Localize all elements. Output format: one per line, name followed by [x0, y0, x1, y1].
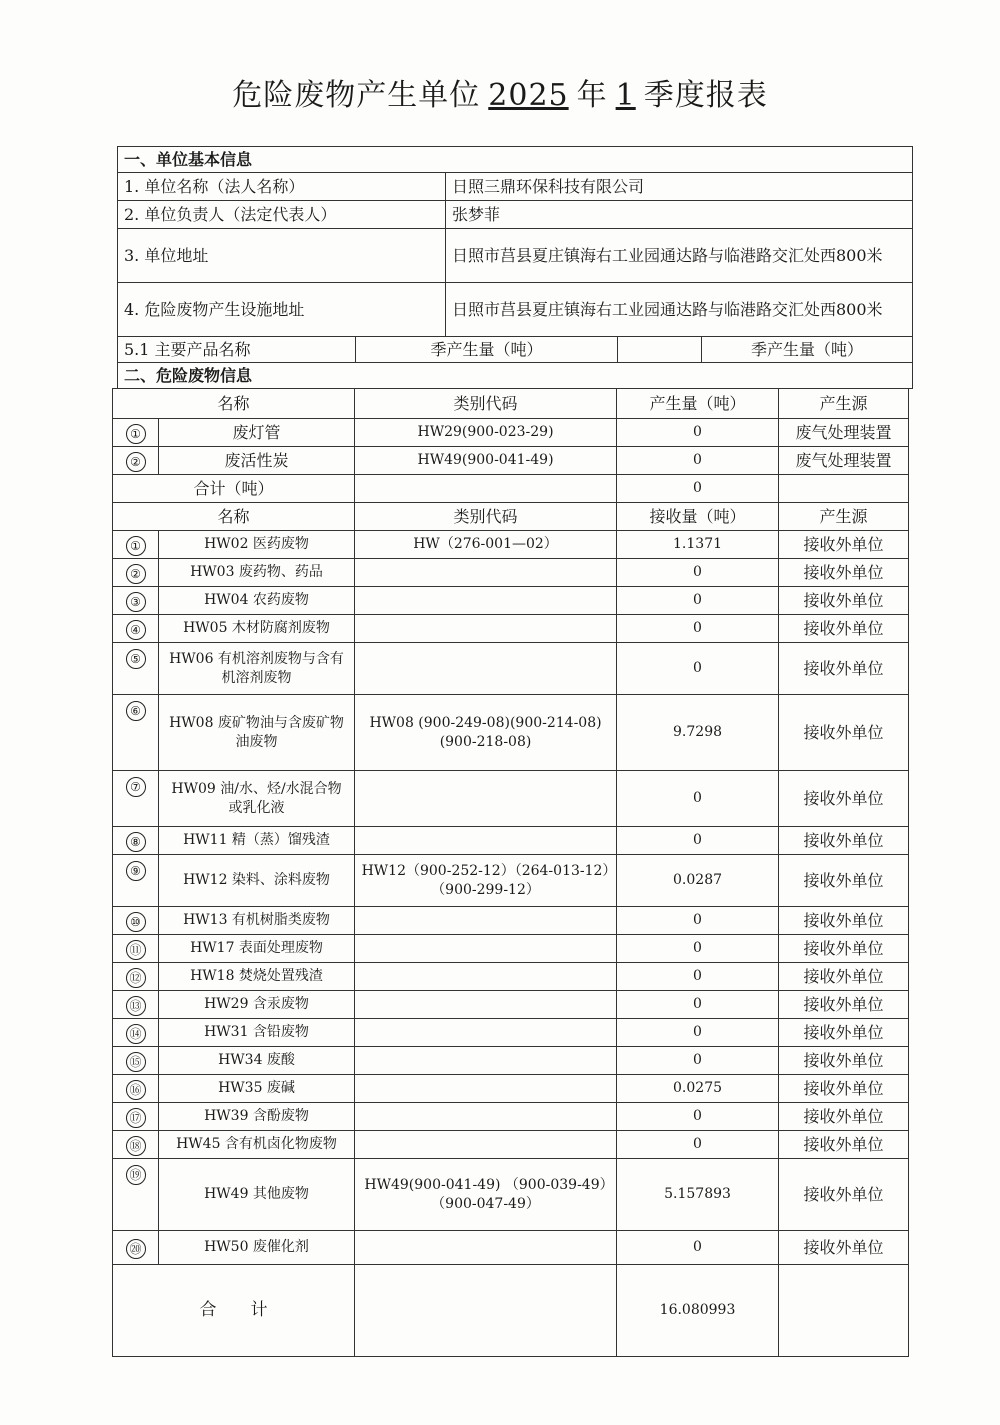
section1-header: 一、单位基本信息 — [118, 147, 913, 173]
row-number: ⑰ — [126, 1108, 146, 1128]
title-year: 2025 — [488, 78, 569, 113]
waste-name: HW49 其他废物 — [159, 1159, 355, 1231]
waste-qty: 0 — [617, 587, 779, 615]
section2-header: 二、危险废物信息 — [118, 363, 913, 389]
waste-qty: 0 — [617, 447, 779, 475]
waste-name: HW06 有机溶剂废物与含有机溶剂废物 — [159, 643, 355, 695]
row-number: ⑥ — [126, 701, 146, 721]
waste-qty: 0 — [617, 419, 779, 447]
row-number: ⑳ — [126, 1239, 146, 1259]
waste-name: 废灯管 — [159, 419, 355, 447]
table-row — [113, 935, 909, 963]
grand-total-blank — [355, 1265, 617, 1357]
table-row — [113, 827, 909, 855]
waste-name: HW50 废催化剂 — [159, 1231, 355, 1265]
facility-address-label: 4. 危险废物产生设施地址 — [118, 283, 446, 337]
product-qty-label-1: 季产生量（吨） — [356, 337, 618, 363]
address-label: 3. 单位地址 — [118, 229, 446, 283]
waste-source: 接收外单位 — [779, 1231, 909, 1265]
waste-code — [355, 1075, 617, 1103]
waste-qty: 0 — [617, 643, 779, 695]
waste-qty: 0 — [617, 991, 779, 1019]
waste-source: 接收外单位 — [779, 771, 909, 827]
waste-source: 接收外单位 — [779, 963, 909, 991]
table-row — [113, 559, 909, 587]
waste-source: 接收外单位 — [779, 531, 909, 559]
row-number: ④ — [126, 620, 146, 640]
rec-header-code: 类别代码 — [355, 503, 617, 531]
waste-source: 接收外单位 — [779, 1019, 909, 1047]
waste-name: HW02 医药废物 — [159, 531, 355, 559]
unit-name-label: 1. 单位名称（法人名称） — [118, 173, 446, 201]
waste-source: 接收外单位 — [779, 827, 909, 855]
waste-source: 接收外单位 — [779, 907, 909, 935]
row-number: ⑩ — [126, 912, 146, 932]
waste-qty: 0.0287 — [617, 855, 779, 907]
waste-source: 接收外单位 — [779, 559, 909, 587]
grand-total-blank — [779, 1265, 909, 1357]
waste-qty: 0 — [617, 935, 779, 963]
waste-name: HW18 焚烧处置残渣 — [159, 963, 355, 991]
responsible-value: 张梦菲 — [446, 201, 913, 229]
grand-total-label: 合 计 — [113, 1265, 355, 1357]
rec-header-source: 产生源 — [779, 503, 909, 531]
waste-code: HW08 (900-249-08)(900-214-08) (900-218-08) — [355, 695, 617, 771]
table-row — [113, 615, 909, 643]
gen-total-value: 0 — [617, 475, 779, 503]
waste-source: 接收外单位 — [779, 1047, 909, 1075]
table-row — [113, 531, 909, 559]
row-number: ⑫ — [126, 968, 146, 988]
waste-source: 接收外单位 — [779, 587, 909, 615]
waste-code — [355, 1131, 617, 1159]
waste-name: HW29 含汞废物 — [159, 991, 355, 1019]
row-number: ⑪ — [126, 940, 146, 960]
waste-source: 接收外单位 — [779, 1131, 909, 1159]
gen-header-source: 产生源 — [779, 389, 909, 419]
waste-name: HW03 废药物、药品 — [159, 559, 355, 587]
table-row — [113, 1159, 909, 1231]
title-prefix: 危险废物产生单位 — [232, 78, 481, 113]
waste-source: 废气处理装置 — [779, 447, 909, 475]
row-number: ⑱ — [126, 1136, 146, 1156]
table-row — [113, 907, 909, 935]
waste-name: 废活性炭 — [159, 447, 355, 475]
page-title — [0, 70, 1000, 114]
waste-source: 接收外单位 — [779, 855, 909, 907]
waste-code — [355, 991, 617, 1019]
product-name-label: 5.1 主要产品名称 — [118, 337, 356, 363]
table-row — [113, 643, 909, 695]
waste-code: HW12（900-252-12）（264-013-12）（900-299-12） — [355, 855, 617, 907]
waste-qty: 0 — [617, 559, 779, 587]
table-row — [113, 1019, 909, 1047]
waste-qty: 0.0275 — [617, 1075, 779, 1103]
waste-name: HW11 精（蒸）馏残渣 — [159, 827, 355, 855]
table-row — [113, 1075, 909, 1103]
address-value: 日照市莒县夏庄镇海右工业园通达路与临港路交汇处西800米 — [446, 229, 913, 283]
waste-source: 接收外单位 — [779, 1103, 909, 1131]
waste-code — [355, 1231, 617, 1265]
table-row — [113, 1047, 909, 1075]
title-year-label: 年 — [576, 78, 608, 113]
waste-name: HW05 木材防腐剂废物 — [159, 615, 355, 643]
table-row — [113, 855, 909, 907]
rec-header-name: 名称 — [113, 503, 355, 531]
waste-source: 接收外单位 — [779, 935, 909, 963]
waste-code — [355, 1047, 617, 1075]
row-number: ⑲ — [126, 1165, 146, 1185]
waste-name: HW35 废碱 — [159, 1075, 355, 1103]
row-number: ⑨ — [126, 861, 146, 881]
waste-name: HW31 含铅废物 — [159, 1019, 355, 1047]
row-number: ⑦ — [126, 777, 146, 797]
waste-code: HW49(900-041-49) （900-039-49）（900-047-49） — [355, 1159, 617, 1231]
row-number: ③ — [126, 592, 146, 612]
gen-total-label: 合计（吨） — [113, 475, 355, 503]
waste-qty: 0 — [617, 1047, 779, 1075]
product-blank — [618, 337, 702, 363]
waste-code — [355, 1103, 617, 1131]
table-row — [113, 587, 909, 615]
basic-info-table — [117, 146, 913, 389]
row-number: ① — [126, 536, 146, 556]
waste-qty: 0 — [617, 1103, 779, 1131]
waste-source: 接收外单位 — [779, 615, 909, 643]
waste-code — [355, 907, 617, 935]
table-row — [113, 963, 909, 991]
waste-code — [355, 615, 617, 643]
waste-code — [355, 771, 617, 827]
waste-qty: 0 — [617, 827, 779, 855]
table-row — [113, 419, 909, 447]
waste-name: HW09 油/水、烃/水混合物或乳化液 — [159, 771, 355, 827]
waste-source: 接收外单位 — [779, 695, 909, 771]
hazardous-waste-table — [112, 388, 909, 1357]
waste-qty: 9.7298 — [617, 695, 779, 771]
waste-code — [355, 559, 617, 587]
waste-name: HW12 染料、涂料废物 — [159, 855, 355, 907]
waste-code: HW（276-001—02） — [355, 531, 617, 559]
waste-name: HW04 农药废物 — [159, 587, 355, 615]
waste-code — [355, 935, 617, 963]
waste-code: HW49(900-041-49) — [355, 447, 617, 475]
waste-code: HW29(900-023-29) — [355, 419, 617, 447]
title-suffix: 季度报表 — [643, 78, 768, 113]
waste-source: 接收外单位 — [779, 1159, 909, 1231]
waste-code — [355, 587, 617, 615]
waste-code — [355, 1019, 617, 1047]
waste-code — [355, 643, 617, 695]
gen-header-qty: 产生量（吨） — [617, 389, 779, 419]
waste-name: HW45 含有机卤化物废物 — [159, 1131, 355, 1159]
facility-address-value: 日照市莒县夏庄镇海右工业园通达路与临港路交汇处西800米 — [446, 283, 913, 337]
waste-qty: 0 — [617, 1231, 779, 1265]
waste-source: 接收外单位 — [779, 643, 909, 695]
waste-source: 接收外单位 — [779, 1075, 909, 1103]
row-number: ⑯ — [126, 1080, 146, 1100]
row-number: ⑬ — [126, 996, 146, 1016]
row-number: ① — [126, 424, 146, 444]
row-number: ⑭ — [126, 1024, 146, 1044]
waste-code — [355, 963, 617, 991]
row-number: ⑤ — [126, 649, 146, 669]
title-quarter: 1 — [615, 78, 636, 113]
waste-qty: 0 — [617, 771, 779, 827]
row-number: ⑮ — [126, 1052, 146, 1072]
table-row — [113, 1103, 909, 1131]
waste-qty: 0 — [617, 963, 779, 991]
rec-header-qty: 接收量（吨） — [617, 503, 779, 531]
row-number: ② — [126, 564, 146, 584]
table-row — [113, 1231, 909, 1265]
unit-name-value: 日照三鼎环保科技有限公司 — [446, 173, 913, 201]
grand-total-value: 16.080993 — [617, 1265, 779, 1357]
waste-name: HW08 废矿物油与含废矿物油废物 — [159, 695, 355, 771]
waste-source: 接收外单位 — [779, 991, 909, 1019]
waste-qty: 0 — [617, 907, 779, 935]
waste-name: HW17 表面处理废物 — [159, 935, 355, 963]
table-row — [113, 1131, 909, 1159]
row-number: ② — [126, 452, 146, 472]
responsible-label: 2. 单位负责人（法定代表人） — [118, 201, 446, 229]
table-row — [113, 447, 909, 475]
gen-total-blank — [779, 475, 909, 503]
waste-name: HW34 废酸 — [159, 1047, 355, 1075]
gen-header-code: 类别代码 — [355, 389, 617, 419]
gen-total-blank — [355, 475, 617, 503]
table-row — [113, 695, 909, 771]
waste-name: HW39 含酚废物 — [159, 1103, 355, 1131]
table-row — [113, 991, 909, 1019]
waste-source: 废气处理装置 — [779, 419, 909, 447]
waste-qty: 1.1371 — [617, 531, 779, 559]
waste-qty: 0 — [617, 1019, 779, 1047]
product-qty-label-2: 季产生量（吨） — [702, 337, 913, 363]
waste-qty: 5.157893 — [617, 1159, 779, 1231]
waste-name: HW13 有机树脂类废物 — [159, 907, 355, 935]
table-row — [113, 771, 909, 827]
waste-qty: 0 — [617, 1131, 779, 1159]
waste-qty: 0 — [617, 615, 779, 643]
waste-code — [355, 827, 617, 855]
gen-header-name: 名称 — [113, 389, 355, 419]
row-number: ⑧ — [126, 832, 146, 852]
